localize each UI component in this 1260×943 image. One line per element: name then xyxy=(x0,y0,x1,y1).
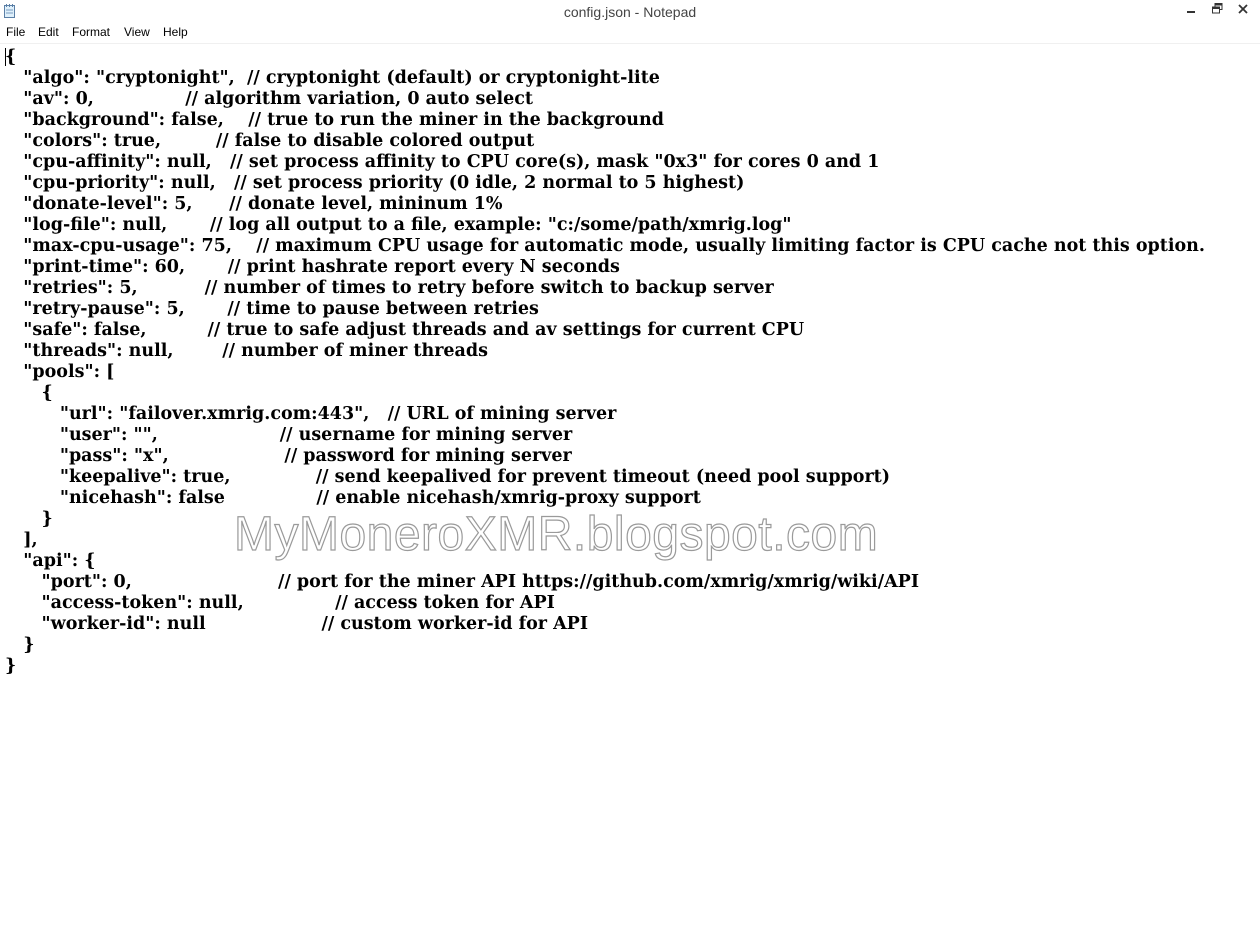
comment-text: // custom worker-id for API xyxy=(321,614,589,634)
editor-line xyxy=(5,362,114,383)
code-text: "safe": false, xyxy=(5,320,208,340)
code-text: "retry-pause": 5, xyxy=(5,299,228,319)
code-text: "access-token": null, xyxy=(5,593,336,613)
editor-line xyxy=(5,635,35,656)
code-text: "port": 0, xyxy=(5,572,279,592)
comment-text: // false to disable colored output xyxy=(215,131,535,151)
minimize-icon xyxy=(1186,1,1196,19)
editor-line xyxy=(5,425,572,446)
code-text: "cpu-priority": null, xyxy=(5,173,234,193)
code-text: "worker-id": null xyxy=(5,614,322,634)
code-text: "algo": "cryptonight", xyxy=(5,68,247,88)
code-text: "log-file": null, xyxy=(5,215,210,235)
comment-text: // true to run the miner in the background xyxy=(248,110,664,130)
comment-text: // username for mining server xyxy=(279,425,573,445)
menu-file[interactable]: File xyxy=(6,25,26,39)
editor-line xyxy=(5,656,16,677)
editor-line xyxy=(5,320,804,341)
code-text: "keepalive": true, xyxy=(5,467,316,487)
code-text: "api": { xyxy=(5,551,96,571)
editor-line xyxy=(5,341,488,362)
comment-text: // port for the miner API https://github.com/xmrig/xmrig/wiki/API xyxy=(278,572,920,592)
comment-text: // set process affinity to CPU core(s), mask "0x3" for cores 0 and 1 xyxy=(230,152,880,172)
editor-line xyxy=(5,173,744,194)
code-text: } xyxy=(5,509,53,529)
window-title: config.json - Notepad xyxy=(563,4,697,20)
editor-line xyxy=(5,68,660,89)
code-text: "donate-level": 5, xyxy=(5,194,230,214)
restore-button[interactable] xyxy=(1204,0,1230,20)
comment-text: // send keepalived for prevent timeout (need pool support) xyxy=(315,467,891,487)
comment-text: // URL of mining server xyxy=(387,404,617,424)
code-text: "url": "failover.xmrig.com:443", xyxy=(5,404,388,424)
menu-format[interactable]: Format xyxy=(72,25,111,39)
editor-line xyxy=(5,530,38,551)
comment-text: // number of miner threads xyxy=(222,341,488,361)
code-text: "background": false, xyxy=(5,110,249,130)
code-text: "pass": "x", xyxy=(5,446,285,466)
code-text: "pools": [ xyxy=(5,362,115,382)
editor-line xyxy=(5,509,53,530)
editor-line xyxy=(5,299,539,320)
comment-text: // donate level, mininum 1% xyxy=(229,194,503,214)
editor-line xyxy=(5,614,588,635)
code-text: "user": "", xyxy=(5,425,280,445)
code-text: } xyxy=(5,635,35,655)
code-text: "threads": null, xyxy=(5,341,223,361)
comment-text: // log all output to a file, example: "c:/some/path/xmrig.log" xyxy=(209,215,792,235)
comment-text: // enable nicehash/xmrig-proxy support xyxy=(316,488,701,508)
code-text: "max-cpu-usage": 75, xyxy=(5,236,257,256)
editor-line xyxy=(5,278,774,299)
editor-line xyxy=(5,152,879,173)
editor-line xyxy=(5,593,555,614)
code-text: "retries": 5, xyxy=(5,278,205,298)
comment-text: // print hashrate report every N seconds xyxy=(227,257,620,277)
editor-line xyxy=(5,131,534,152)
editor-line xyxy=(5,110,664,131)
code-text: "print-time": 60, xyxy=(5,257,228,277)
code-text: "av": 0, xyxy=(5,89,186,109)
code-text: { xyxy=(5,383,53,403)
editor-line xyxy=(5,194,503,215)
comment-text: // maximum CPU usage for automatic mode, usually limiting factor is CPU cache not this option. xyxy=(256,236,1205,256)
comment-text: // access token for API xyxy=(335,593,555,613)
minimize-button[interactable] xyxy=(1178,0,1204,20)
code-text: "cpu-affinity": null, xyxy=(5,152,231,172)
code-text: ], xyxy=(5,530,38,550)
close-icon xyxy=(1238,1,1248,19)
code-text: { xyxy=(5,47,17,67)
comment-text: // algorithm variation, 0 auto select xyxy=(185,89,534,109)
code-text: "colors": true, xyxy=(5,131,216,151)
code-text: "nicehash": false xyxy=(5,488,317,508)
watermark: MyMoneroXMR.blogspot.com xyxy=(234,508,879,561)
editor-line xyxy=(5,236,1205,257)
comment-text: // set process priority (0 idle, 2 normal to 5 highest) xyxy=(233,173,745,193)
editor-line xyxy=(5,572,919,593)
menu-bar xyxy=(0,23,1260,44)
comment-text: // cryptonight (default) or cryptonight-lite xyxy=(246,68,660,88)
comment-text: // true to safe adjust threads and av settings for current CPU xyxy=(207,320,805,340)
editor-line xyxy=(5,383,53,404)
comment-text: // time to pause between retries xyxy=(227,299,539,319)
editor-line xyxy=(5,89,533,110)
comment-text: // number of times to retry before switch to backup server xyxy=(204,278,774,298)
editor-line xyxy=(5,404,616,425)
restore-icon xyxy=(1212,1,1223,19)
menu-edit[interactable]: Edit xyxy=(38,25,59,39)
close-button[interactable] xyxy=(1230,0,1256,20)
editor-line xyxy=(5,467,890,488)
editor-line xyxy=(5,215,792,236)
menu-view[interactable]: View xyxy=(124,25,150,39)
editor-line xyxy=(5,47,16,68)
code-text: } xyxy=(5,656,17,676)
editor-line xyxy=(5,551,96,572)
comment-text: // password for mining server xyxy=(284,446,572,466)
editor-line xyxy=(5,488,701,509)
menu-help[interactable]: Help xyxy=(163,25,188,39)
editor-line xyxy=(5,257,620,278)
title-bar[interactable] xyxy=(0,0,1260,23)
editor-line xyxy=(5,446,572,467)
